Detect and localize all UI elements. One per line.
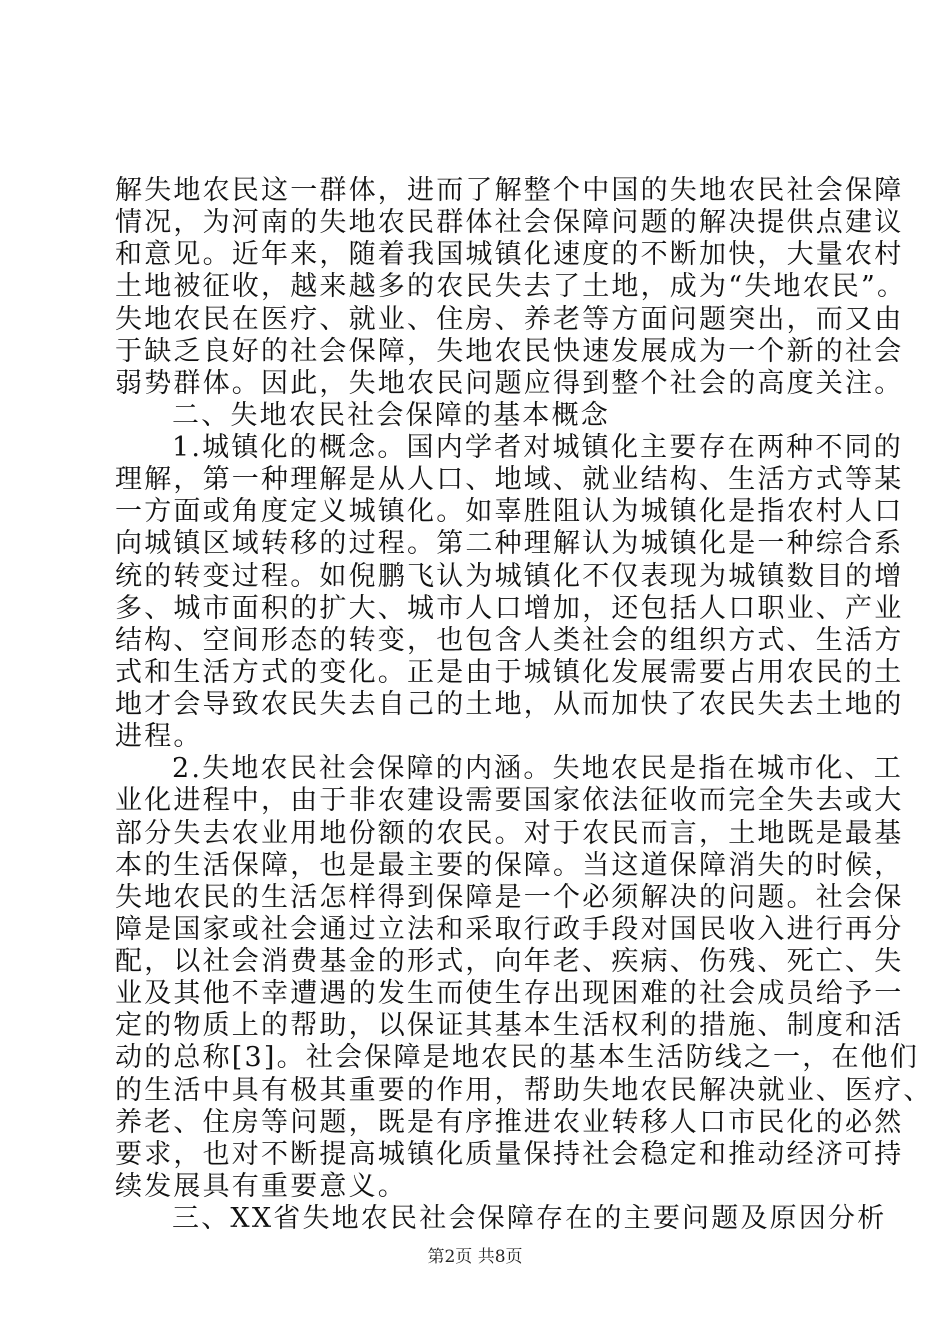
section-heading: 二、失地农民社会保障的基本概念: [172, 399, 610, 431]
paragraph-line: 弱势群体。因此，失地农民问题应得到整个社会的高度关注。: [115, 367, 904, 399]
paragraph-line: 2.失地农民社会保障的内涵。失地农民是指在城市化、工: [172, 753, 903, 785]
paragraph-line: 1.城镇化的概念。国内学者对城镇化主要存在两种不同的: [172, 432, 903, 463]
paragraph-line: 土地被征收，越来越多的农民失去了土地，成为“失地农民”。: [115, 271, 907, 303]
paragraph-line: 多、城市面积的扩大、城市人口增加，还包括人口职业、产业: [115, 592, 904, 624]
paragraph-line: 和意见。近年来，随着我国城镇化速度的不断加快，大量农村: [115, 239, 904, 271]
section-heading: 三、XX省失地农民社会保障存在的主要问题及原因分析: [172, 1203, 887, 1234]
paragraph-line: 式和生活方式的变化。正是由于城镇化发展需要占用农民的土: [115, 656, 904, 688]
paragraph-line: 养老、住房等问题，既是有序推进农业转移人口市民化的必然: [115, 1106, 904, 1138]
paragraph-line: 部分失去农业用地份额的农民。对于农民而言，土地既是最基: [115, 817, 904, 849]
paragraph-line: 向城镇区域转移的过程。第二种理解认为城镇化是一种综合系: [115, 528, 904, 560]
page-number-footer: 第2页 共8页: [427, 1247, 523, 1267]
paragraph-line: 配，以社会消费基金的形式，向年老、疾病、伤残、死亡、失: [115, 946, 904, 977]
paragraph-line: 续发展具有重要意义。: [115, 1170, 407, 1202]
paragraph-line: 进程。: [115, 721, 203, 753]
paragraph-line: 的生活中具有极其重要的作用，帮助失地农民解决就业、医疗、: [115, 1074, 933, 1106]
paragraph-line: 结构、空间形态的转变，也包含人类社会的组织方式、生活方: [115, 624, 904, 656]
paragraph-line: 一方面或角度定义城镇化。如辜胜阻认为城镇化是指农村人口: [115, 496, 904, 528]
paragraph-line: 情况，为河南的失地农民群体社会保障问题的解决提供点建议: [115, 207, 904, 239]
paragraph-line: 解失地农民这一群体，进而了解整个中国的失地农民社会保障: [115, 175, 904, 206]
paragraph-line: 动的总称[3]。社会保障是地农民的基本生活防线之一，在他们: [115, 1042, 920, 1074]
paragraph-line: 失地农民的生活怎样得到保障是一个必须解决的问题。社会保: [115, 881, 904, 913]
paragraph-line: 业化进程中，由于非农建设需要国家依法征收而完全失去或大: [115, 785, 904, 817]
paragraph-line: 理解，第一种理解是从人口、地域、就业结构、生活方式等某: [115, 464, 904, 496]
paragraph-line: 障是国家或社会通过立法和采取行政手段对国民收入进行再分: [115, 913, 904, 945]
paragraph-line: 本的生活保障，也是最主要的保障。当这道保障消失的时候，: [115, 849, 904, 881]
paragraph-line: 地才会导致农民失去自己的土地，从而加快了农民失去土地的: [115, 689, 904, 720]
paragraph-line: 定的物质上的帮助，以保证其基本生活权利的措施、制度和活: [115, 1010, 904, 1042]
paragraph-line: 要求，也对不断提高城镇化质量保持社会稳定和推动经济可持: [115, 1138, 904, 1170]
paragraph-line: 统的转变过程。如倪鹏飞认为城镇化不仅表现为城镇数目的增: [115, 560, 904, 592]
paragraph-line: 失地农民在医疗、就业、住房、养老等方面问题突出，而又由: [115, 303, 904, 335]
paragraph-line: 于缺乏良好的社会保障，失地农民快速发展成为一个新的社会: [115, 335, 904, 367]
paragraph-line: 业及其他不幸遭遇的发生而使生存出现困难的社会成员给予一: [115, 978, 904, 1010]
